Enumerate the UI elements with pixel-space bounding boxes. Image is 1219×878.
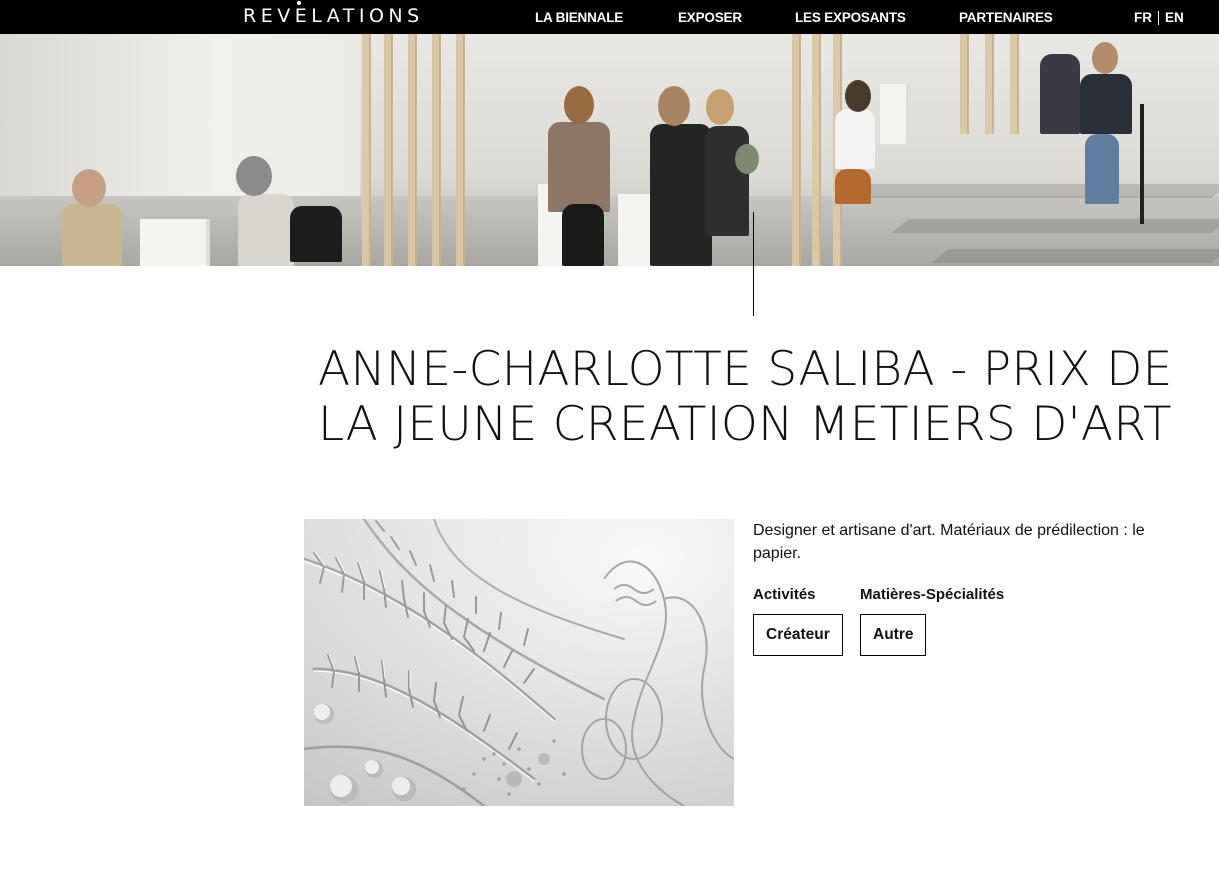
artwork-image <box>304 519 734 806</box>
materials-heading: Matières-Spécialités <box>860 586 1005 603</box>
nav-partenaires[interactable]: PARTENAIRES <box>959 10 1053 25</box>
activities-group <box>753 584 843 656</box>
hero-visitor-head <box>658 86 690 126</box>
activity-tag-createur[interactable]: Créateur <box>753 614 843 656</box>
hero-floor-shadow <box>892 219 1219 233</box>
hero-visitor <box>835 109 875 169</box>
nav-la-biennale[interactable]: LA BIENNALE <box>535 10 624 25</box>
language-en-link[interactable]: EN <box>1165 10 1184 25</box>
hero-visitor <box>548 122 610 212</box>
nav-les-exposants[interactable]: LES EXPOSANTS <box>795 10 906 25</box>
hero-wood-slat <box>432 34 439 266</box>
language-fr-link[interactable]: FR <box>1134 10 1152 25</box>
hero-visitor-head <box>1092 42 1118 74</box>
hero-visitor <box>1040 54 1080 134</box>
hero-wood-slat <box>960 34 967 134</box>
hero-wood-slat <box>384 34 391 266</box>
revelations-logo[interactable]: REVELATIONS <box>243 5 424 27</box>
hero-floor-shadow <box>932 249 1219 263</box>
hero-wood-slat <box>362 34 369 266</box>
hero-visitor <box>705 126 749 236</box>
decorative-vertical-line <box>753 212 754 316</box>
material-tag-autre[interactable]: Autre <box>860 614 926 656</box>
hero-plinth <box>880 84 910 144</box>
hero-exhibition-photo <box>0 34 1219 266</box>
top-navigation-bar <box>0 0 1219 34</box>
exhibitor-title-line-1: ANNE-CHARLOTTE SALIBA - PRIX DE <box>318 342 1173 397</box>
hero-visitor-head <box>845 80 871 112</box>
hero-visitor <box>238 194 294 266</box>
hero-visitor-skirt <box>835 169 871 204</box>
hero-wood-slat <box>985 34 992 134</box>
logo-accent-dot <box>297 1 301 5</box>
hero-wood-slat <box>792 34 799 266</box>
hero-wood-slat <box>456 34 463 266</box>
exhibitor-title-line-2: LA JEUNE CREATION METIERS D'ART <box>318 397 1172 452</box>
hero-visitor-head <box>72 169 106 207</box>
hero-sign-stand <box>1140 104 1144 224</box>
exhibitor-title <box>318 342 1198 452</box>
hero-visitor-head <box>706 89 734 125</box>
hero-visitor <box>650 124 712 266</box>
hero-wood-slat <box>812 34 819 266</box>
nav-exposer[interactable]: EXPOSER <box>678 10 742 25</box>
hero-visitor-skirt <box>562 204 604 266</box>
activities-heading: Activités <box>753 586 816 603</box>
hero-visitor-jeans <box>1085 134 1119 204</box>
hero-wood-slat <box>1010 34 1017 134</box>
hero-visitor-head <box>236 156 272 196</box>
language-separator <box>1158 11 1159 25</box>
exhibitor-description: Designer et artisane d'art. Matériaux de prédilection : le papier. <box>753 522 1145 562</box>
embossed-paper-artwork <box>304 519 734 806</box>
hero-visitor <box>62 204 122 266</box>
hero-visitor-head <box>564 86 594 124</box>
hero-green-bag <box>735 144 759 174</box>
materials-group <box>860 584 1004 656</box>
hero-wood-slat <box>408 34 415 266</box>
hero-plinth <box>140 219 210 266</box>
hero-visitor <box>1080 74 1132 134</box>
hero-floor-shadow <box>852 184 1219 198</box>
hero-tote-bag <box>290 206 342 262</box>
